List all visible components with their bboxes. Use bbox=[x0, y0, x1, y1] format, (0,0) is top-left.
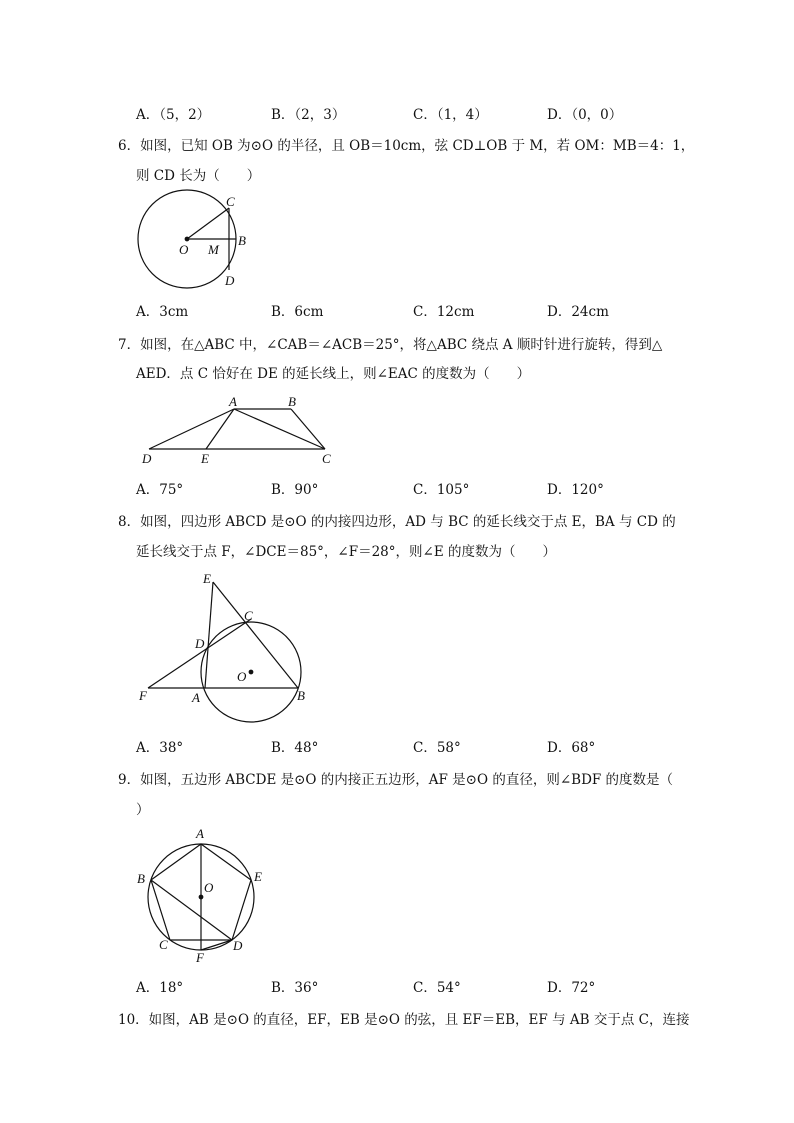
q9-option-a: A．18° bbox=[136, 980, 184, 996]
q7-label-d: D bbox=[142, 451, 152, 466]
q8-option-b: B．48° bbox=[271, 740, 319, 756]
q9-label-a: A bbox=[196, 826, 204, 841]
q9-stem-line1: 9．如图，五边形 ABCDE 是⊙O 的内接正五边形，AF 是⊙O 的直径，则∠BDF 的度数是（ bbox=[118, 772, 674, 788]
q9-label-e: E bbox=[254, 869, 262, 884]
q8-option-d: D．68° bbox=[547, 740, 596, 756]
q6-label-m: M bbox=[208, 242, 219, 257]
q8-label-o: O bbox=[237, 669, 247, 684]
q6-figure-circle bbox=[130, 188, 260, 294]
q9-label-d: D bbox=[233, 938, 243, 953]
q5-option-a: A．（5，2） bbox=[136, 107, 211, 123]
q6-option-a: A．3cm bbox=[136, 304, 189, 320]
q9-label-b: B bbox=[137, 871, 145, 886]
q8-stem-line1: 8．如图，四边形 ABCD 是⊙O 的内接四边形，AD 与 BC 的延长线交于点 E，BA 与 CD 的 bbox=[118, 514, 676, 530]
q8-option-a: A．38° bbox=[136, 740, 184, 756]
q9-option-d: D．72° bbox=[547, 980, 596, 996]
q5-option-d: D．（0，0） bbox=[547, 107, 623, 123]
q7-label-b: B bbox=[288, 394, 296, 409]
q6-option-c: C．12cm bbox=[413, 304, 475, 320]
q6-stem-line1: 6．如图，已知 OB 为⊙O 的半径，且 OB＝10cm，弦 CD⊥OB 于 M，若 OM：MB＝4：1， bbox=[118, 138, 695, 154]
q8-stem-line2: 延长线交于点 F，∠DCE＝85°，∠F＝28°，则∠E 的度数为（ ） bbox=[136, 544, 556, 560]
q9-stem-line2: ） bbox=[136, 802, 150, 818]
q7-option-c: C．105° bbox=[413, 482, 470, 498]
q6-option-d: D．24cm bbox=[547, 304, 609, 320]
q7-stem-line2: AED．点 C 恰好在 DE 的延长线上，则∠EAC 的度数为（ ） bbox=[136, 366, 531, 382]
q8-option-c: C．58° bbox=[413, 740, 461, 756]
q7-option-b: B．90° bbox=[271, 482, 319, 498]
q7-option-d: D．120° bbox=[547, 482, 604, 498]
q9-option-c: C．54° bbox=[413, 980, 461, 996]
q6-label-o: O bbox=[179, 242, 189, 257]
q8-label-b: B bbox=[297, 688, 305, 703]
q8-label-c: C bbox=[244, 608, 253, 623]
q9-label-c: C bbox=[159, 937, 168, 952]
q7-option-a: A．75° bbox=[136, 482, 184, 498]
q8-label-a: A bbox=[192, 690, 200, 705]
q5-option-b: B．（2，3） bbox=[271, 107, 346, 123]
q9-option-b: B．36° bbox=[271, 980, 319, 996]
q7-label-e: E bbox=[201, 451, 209, 466]
q9-figure-regular-pentagon bbox=[130, 822, 280, 968]
q7-figure-triangles bbox=[136, 392, 346, 468]
q5-option-c: C．（1，4） bbox=[413, 107, 488, 123]
q8-label-e: E bbox=[203, 571, 211, 586]
q7-stem-line1: 7．如图，在△ABC 中，∠CAB＝∠ACB＝25°，将△ABC 绕点 A 顺时针进行旋转，得到△ bbox=[118, 337, 663, 353]
q9-label-o: O bbox=[204, 880, 214, 895]
q7-label-a: A bbox=[229, 394, 237, 409]
q6-label-c: C bbox=[226, 194, 235, 209]
q7-label-c: C bbox=[322, 451, 331, 466]
q6-option-b: B．6cm bbox=[271, 304, 324, 320]
q8-label-d: D bbox=[195, 636, 205, 651]
q10-stem-line1: 10．如图，AB 是⊙O 的直径，EF，EB 是⊙O 的弦，且 EF＝EB，EF 与 AB 交于点 C，连接 bbox=[118, 1012, 690, 1028]
q6-stem-line2: 则 CD 长为（ ） bbox=[136, 168, 261, 184]
q9-label-f: F bbox=[196, 950, 204, 965]
q8-label-f: F bbox=[139, 688, 147, 703]
q6-label-d: D bbox=[225, 273, 235, 288]
q6-label-b: B bbox=[238, 233, 246, 248]
q8-figure-cyclic-quadrilateral bbox=[130, 566, 320, 736]
